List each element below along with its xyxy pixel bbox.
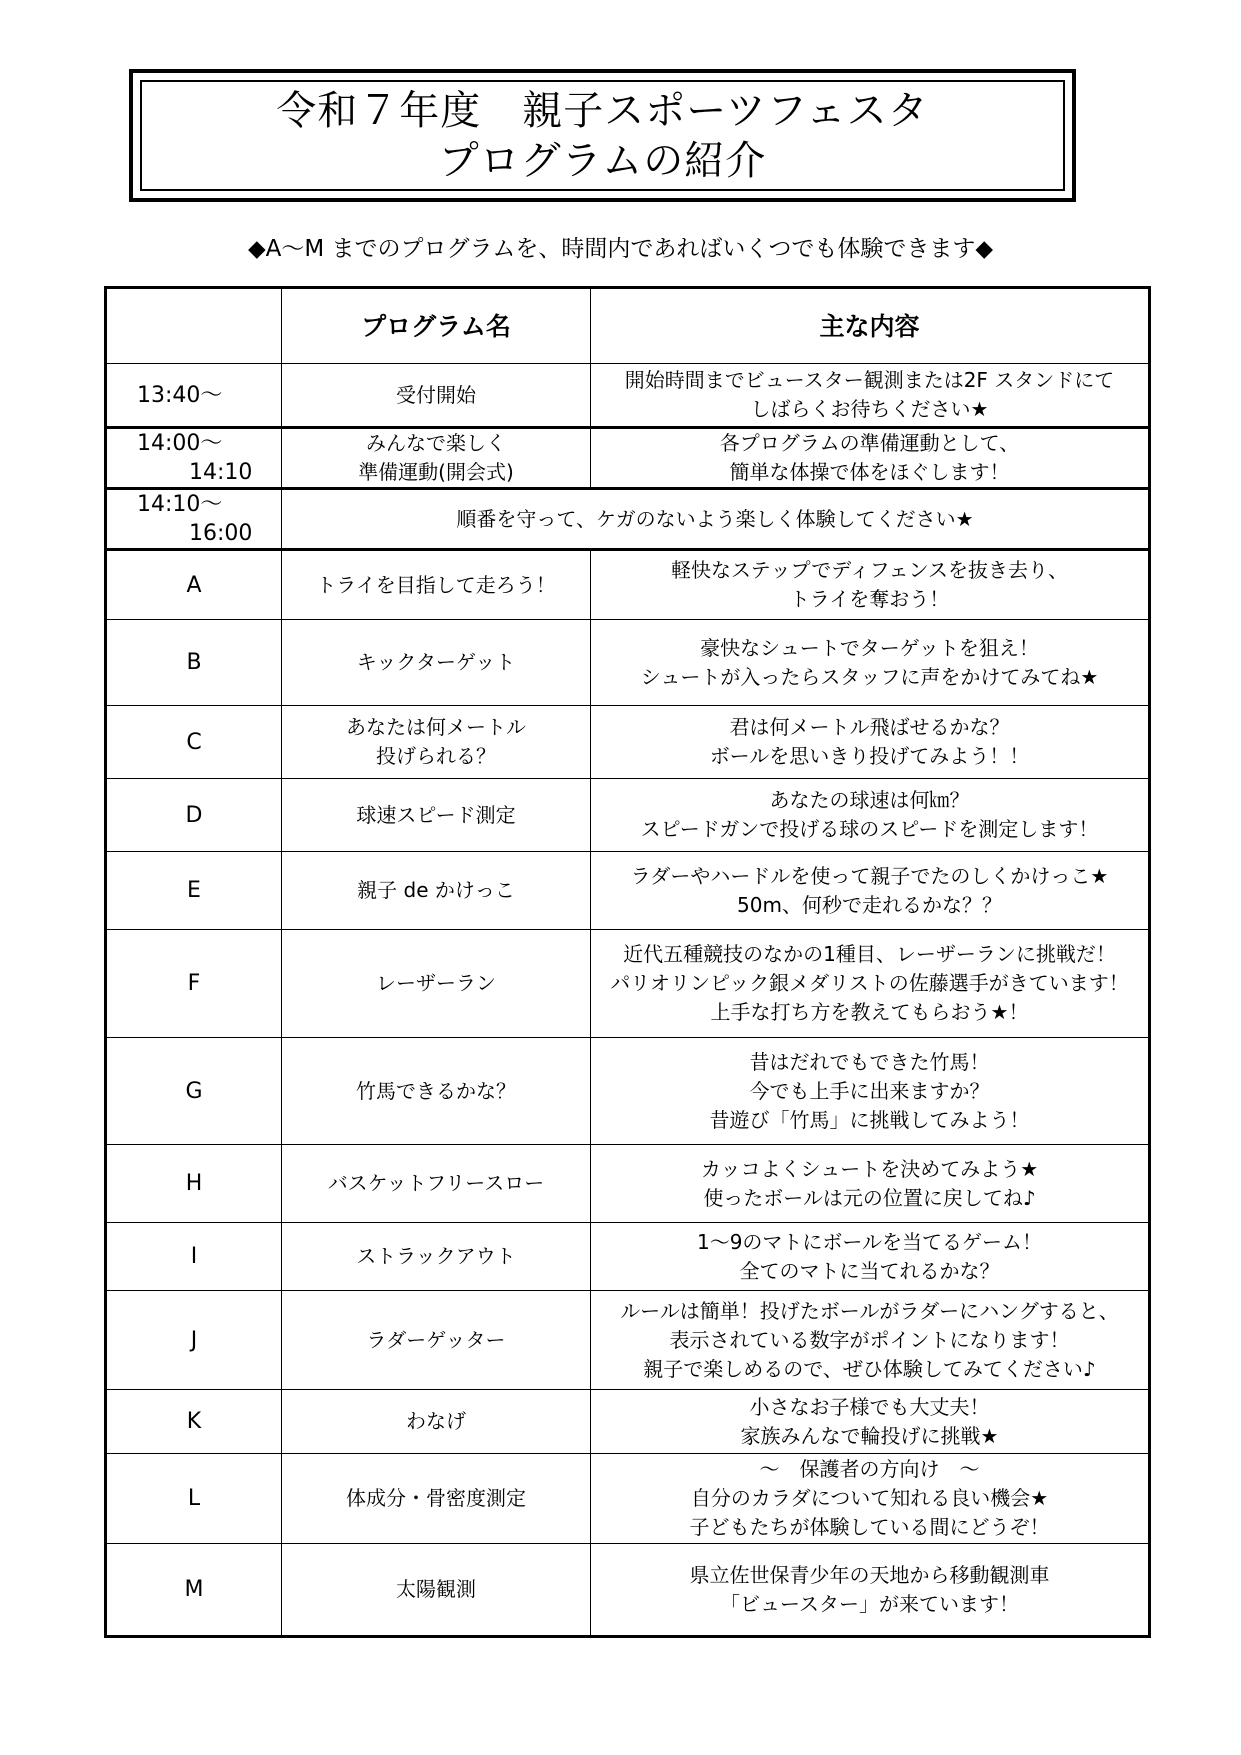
schedule-content-line: 簡単な体操で体をほぐします！ — [729, 460, 1010, 484]
program-name-line: ストラックアウト — [356, 1244, 516, 1268]
program-content-line: スピードガンで投げる球のスピードを測定します！ — [640, 817, 1099, 841]
program-content-line: 表示されている数字がポイントになります！ — [669, 1327, 1070, 1352]
program-id: D — [106, 779, 282, 852]
table-row — [106, 1145, 1150, 1223]
program-content — [591, 852, 1150, 930]
program-content — [591, 1223, 1150, 1291]
page-subtitle: ◆A～M までのプログラムを、時間内であればいくつでも体験できます◆ — [247, 236, 994, 262]
program-table — [104, 286, 1151, 1638]
program-name — [282, 1038, 591, 1145]
program-id: I — [106, 1223, 282, 1291]
program-content-line: カッコよくシュートを決めてみよう★ — [700, 1156, 1039, 1181]
program-name-line: バスケットフリースロー — [327, 1171, 545, 1195]
program-content — [591, 620, 1150, 706]
program-name-line: トライを目指して走ろう！ — [316, 572, 556, 597]
program-name-line: 太陽観測 — [396, 1577, 476, 1601]
program-content — [591, 1145, 1150, 1223]
program-id: B — [106, 620, 282, 706]
schedule-content-line: 開始時間までビュースター観測または2F スタンドにて — [624, 368, 1115, 392]
program-content — [591, 1390, 1150, 1454]
program-content-line: 子どもたちが体験している間にどうぞ！ — [689, 1515, 1050, 1539]
program-content-line: ～ 保護者の方向け ～ — [759, 1457, 980, 1481]
program-name — [282, 852, 591, 930]
schedule-row — [106, 364, 1150, 428]
schedule-content — [591, 364, 1150, 428]
program-content-line: 軽快なステップでディフェンスを抜き去り、 — [671, 558, 1068, 582]
program-content-line: 県立佐世保青少年の天地から移動観測車 — [689, 1562, 1050, 1587]
program-content-line: 使ったボールは元の位置に戻してね♪ — [703, 1185, 1036, 1210]
program-content-line: シュートが入ったらスタッフに声をかけてみてね★ — [640, 664, 1099, 689]
schedule-time-line: 16:00 — [189, 521, 253, 546]
program-content-line: ラダーやハードルを使って親子でたのしくかけっこ★ — [630, 863, 1109, 888]
program-name — [282, 1544, 591, 1637]
program-name — [282, 1223, 591, 1291]
schedule-name-line: みんなで楽しく — [366, 431, 506, 455]
table-row — [106, 1454, 1150, 1544]
program-content-line: トライを奪おう！ — [789, 587, 950, 611]
schedule-time-line: 14:10～ — [137, 492, 223, 517]
page-title-line-2: プログラムの紹介 — [438, 137, 767, 184]
table-row — [106, 779, 1150, 852]
program-name-line: 球速スピード測定 — [356, 802, 516, 827]
program-id: G — [106, 1038, 282, 1145]
program-id: F — [106, 930, 282, 1038]
program-content-line: 1～9のマトにボールを当てるゲーム！ — [696, 1229, 1043, 1254]
header-content: 主な内容 — [591, 288, 1150, 364]
program-id: K — [106, 1390, 282, 1454]
program-content-line: 自分のカラダについて知れる良い機会★ — [690, 1486, 1049, 1510]
program-content-line: あなたの球速は何㎞？ — [769, 788, 970, 812]
program-id: A — [106, 550, 282, 620]
schedule-time-line: 13:40～ — [137, 382, 223, 408]
program-name — [282, 550, 591, 620]
header-time — [106, 288, 282, 364]
program-id: J — [106, 1291, 282, 1390]
program-name-line: わなげ — [406, 1409, 466, 1433]
program-name-line: レーザーラン — [376, 971, 496, 995]
program-name-line: ラダーゲッター — [366, 1327, 506, 1352]
table-header-row — [106, 288, 1150, 364]
program-content — [591, 1038, 1150, 1145]
program-content-line: 50m、何秒で走れるかな？？ — [737, 892, 1002, 917]
title-frame — [129, 69, 1076, 202]
program-content-line: 親子で楽しめるので、ぜひ体験してみてください♪ — [643, 1356, 1096, 1381]
program-content-line: パリオリンピック銀メダリストの佐藤選手がきています！ — [610, 971, 1129, 995]
table-row — [106, 1291, 1150, 1390]
program-name-line: あなたは何メートル — [346, 715, 526, 739]
schedule-merged-text: 順番を守って、ケガのないよう楽しく体験してください★ — [282, 489, 1150, 550]
program-content-line: 家族みんなで輪投げに挑戦★ — [740, 1423, 999, 1448]
table-row — [106, 930, 1150, 1038]
program-name-line: 親子 de かけっこ — [357, 878, 515, 902]
program-name — [282, 620, 591, 706]
schedule-row — [106, 428, 1150, 489]
table-row — [106, 1038, 1150, 1145]
program-content — [591, 1454, 1150, 1544]
schedule-name-line: 受付開始 — [396, 382, 476, 407]
program-content-line: 上手な打ち方を教えてもらおう★！ — [710, 1000, 1029, 1024]
program-content — [591, 1544, 1150, 1637]
table-row — [106, 1223, 1150, 1291]
table-row — [106, 706, 1150, 779]
page-title-line-1: 令和７年度 親子スポーツフェスタ — [276, 87, 929, 134]
program-id: M — [106, 1544, 282, 1637]
schedule-name — [282, 364, 591, 428]
table-row — [106, 1544, 1150, 1637]
program-content-line: 近代五種競技のなかの1種目、レーザーランに挑戦だ！ — [623, 942, 1116, 966]
program-id: E — [106, 852, 282, 930]
program-name — [282, 930, 591, 1038]
program-content-line: 豪快なシュートでターゲットを狙え！ — [700, 635, 1039, 660]
program-content — [591, 779, 1150, 852]
program-content-line: 小さなお子様でも大丈夫！ — [749, 1394, 990, 1419]
program-name-line: キックターゲット — [356, 650, 516, 674]
schedule-time — [106, 428, 282, 489]
program-id: L — [106, 1454, 282, 1544]
program-name-line: 竹馬できるかな？ — [356, 1078, 516, 1103]
schedule-time-line: 14:10 — [189, 460, 253, 485]
schedule-time — [106, 489, 282, 550]
schedule-time-line: 14:00～ — [137, 431, 223, 456]
schedule-content-line: しばらくお待ちください★ — [750, 397, 989, 421]
program-content-line: 君は何メートル飛ばせるかな？ — [729, 715, 1010, 739]
program-name — [282, 1454, 591, 1544]
program-name — [282, 779, 591, 852]
program-id: H — [106, 1145, 282, 1223]
schedule-time — [106, 364, 282, 428]
program-content-line: 昔はだれでもできた竹馬！ — [749, 1049, 990, 1074]
table-row — [106, 620, 1150, 706]
table-row — [106, 852, 1150, 930]
program-content-line: ルールは簡単！投げたボールがラダーにハングすると、 — [620, 1298, 1119, 1323]
program-content-line: 「ビュースター」が来ています！ — [720, 1591, 1019, 1616]
schedule-row — [106, 489, 1150, 550]
program-content-line: 昔遊び「竹馬」に挑戦してみよう！ — [709, 1107, 1030, 1132]
program-content — [591, 550, 1150, 620]
program-name — [282, 706, 591, 779]
schedule-content-line: 各プログラムの準備運動として、 — [719, 431, 1020, 455]
program-content — [591, 930, 1150, 1038]
schedule-content — [591, 428, 1150, 489]
title-inner-frame — [140, 80, 1065, 191]
program-content-line: 全てのマトに当てれるかな？ — [739, 1258, 1000, 1283]
program-name-line: 投げられる？ — [376, 744, 496, 768]
program-name — [282, 1291, 591, 1390]
program-name — [282, 1390, 591, 1454]
schedule-name-line: 準備運動(開会式) — [358, 460, 514, 484]
program-content — [591, 706, 1150, 779]
schedule-name — [282, 428, 591, 489]
header-program-name: プログラム名 — [282, 288, 591, 364]
program-name — [282, 1145, 591, 1223]
table-row — [106, 550, 1150, 620]
program-content-line: ボールを思いきり投げてみよう！！ — [709, 744, 1030, 768]
program-table-body — [106, 364, 1150, 1637]
program-id: C — [106, 706, 282, 779]
program-content-line: 今でも上手に出来ますか？ — [749, 1078, 990, 1103]
program-name-line: 体成分・骨密度測定 — [346, 1486, 526, 1510]
table-row — [106, 1390, 1150, 1454]
program-content — [591, 1291, 1150, 1390]
